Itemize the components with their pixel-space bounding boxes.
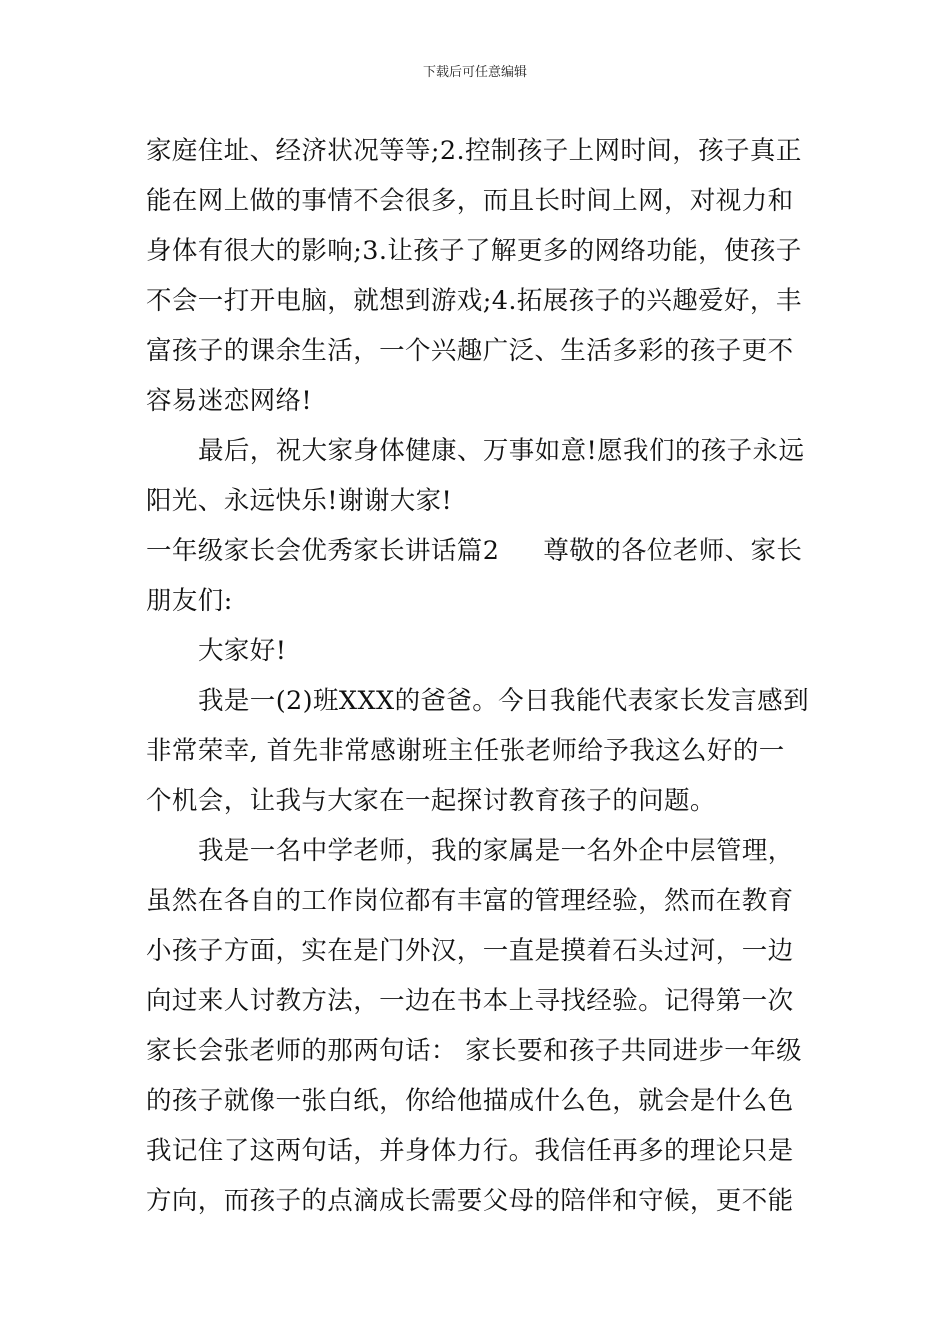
section-title: 一年级家长会优秀家长讲话篇2	[146, 536, 500, 566]
text-line: 向过来人讨教方法，一边在书本上寻找经验。记得第一次	[146, 986, 794, 1016]
text-line: 富孩子的课余生活，一个兴趣广泛、生活多彩的孩子更不	[146, 336, 794, 366]
text-line: 不会一打开电脑，就想到游戏;4.拓展孩子的兴趣爱好，丰	[146, 286, 802, 316]
text-line: 的孩子就像一张白纸，你给他描成什么色，就会是什么色	[146, 1086, 794, 1116]
text-line: 大家好!	[198, 636, 287, 666]
text-line: 方向，而孩子的点滴成长需要父母的陪伴和守候，更不能	[146, 1186, 794, 1216]
text-line: 个机会，让我与大家在一起探讨教育孩子的问题。	[146, 786, 716, 816]
document-body	[146, 126, 816, 1226]
text-line: 我是一名中学老师，我的家属是一名外企中层管理，	[198, 836, 794, 866]
text-line: 阳光、永远快乐!谢谢大家!	[146, 486, 453, 516]
text-line: 非常荣幸, 首先非常感谢班主任张老师给予我这么好的一	[146, 736, 785, 766]
page-header: 下载后可任意编辑	[422, 65, 527, 80]
section-heading-line	[146, 526, 816, 576]
text-line: 我记住了这两句话，并身体力行。我信任再多的理论只是	[146, 1136, 794, 1166]
text-line: 朋友们:	[146, 586, 233, 616]
text-line: 我是一(2)班XXX的爸爸。今日我能代表家长发言感到	[198, 686, 809, 716]
salutation: 尊敬的各位老师、家长	[543, 536, 803, 566]
text-line: 身体有很大的影响;3.让孩子了解更多的网络功能，使孩子	[146, 236, 802, 266]
text-line: 家庭住址、经济状况等等;2.控制孩子上网时间，孩子真正	[146, 136, 802, 166]
text-line: 家长会张老师的那两句话： 家长要和孩子共同进步一年级	[146, 1036, 803, 1066]
text-line: 虽然在各自的工作岗位都有丰富的管理经验，然而在教育	[146, 886, 794, 916]
text-line: 容易迷恋网络!	[146, 386, 313, 416]
text-line: 最后，祝大家身体健康、万事如意!愿我们的孩子永远	[198, 436, 805, 466]
text-line: 能在网上做的事情不会很多，而且长时间上网，对视力和	[146, 186, 794, 216]
text-line: 小孩子方面，实在是门外汉，一直是摸着石头过河，一边	[146, 936, 794, 966]
